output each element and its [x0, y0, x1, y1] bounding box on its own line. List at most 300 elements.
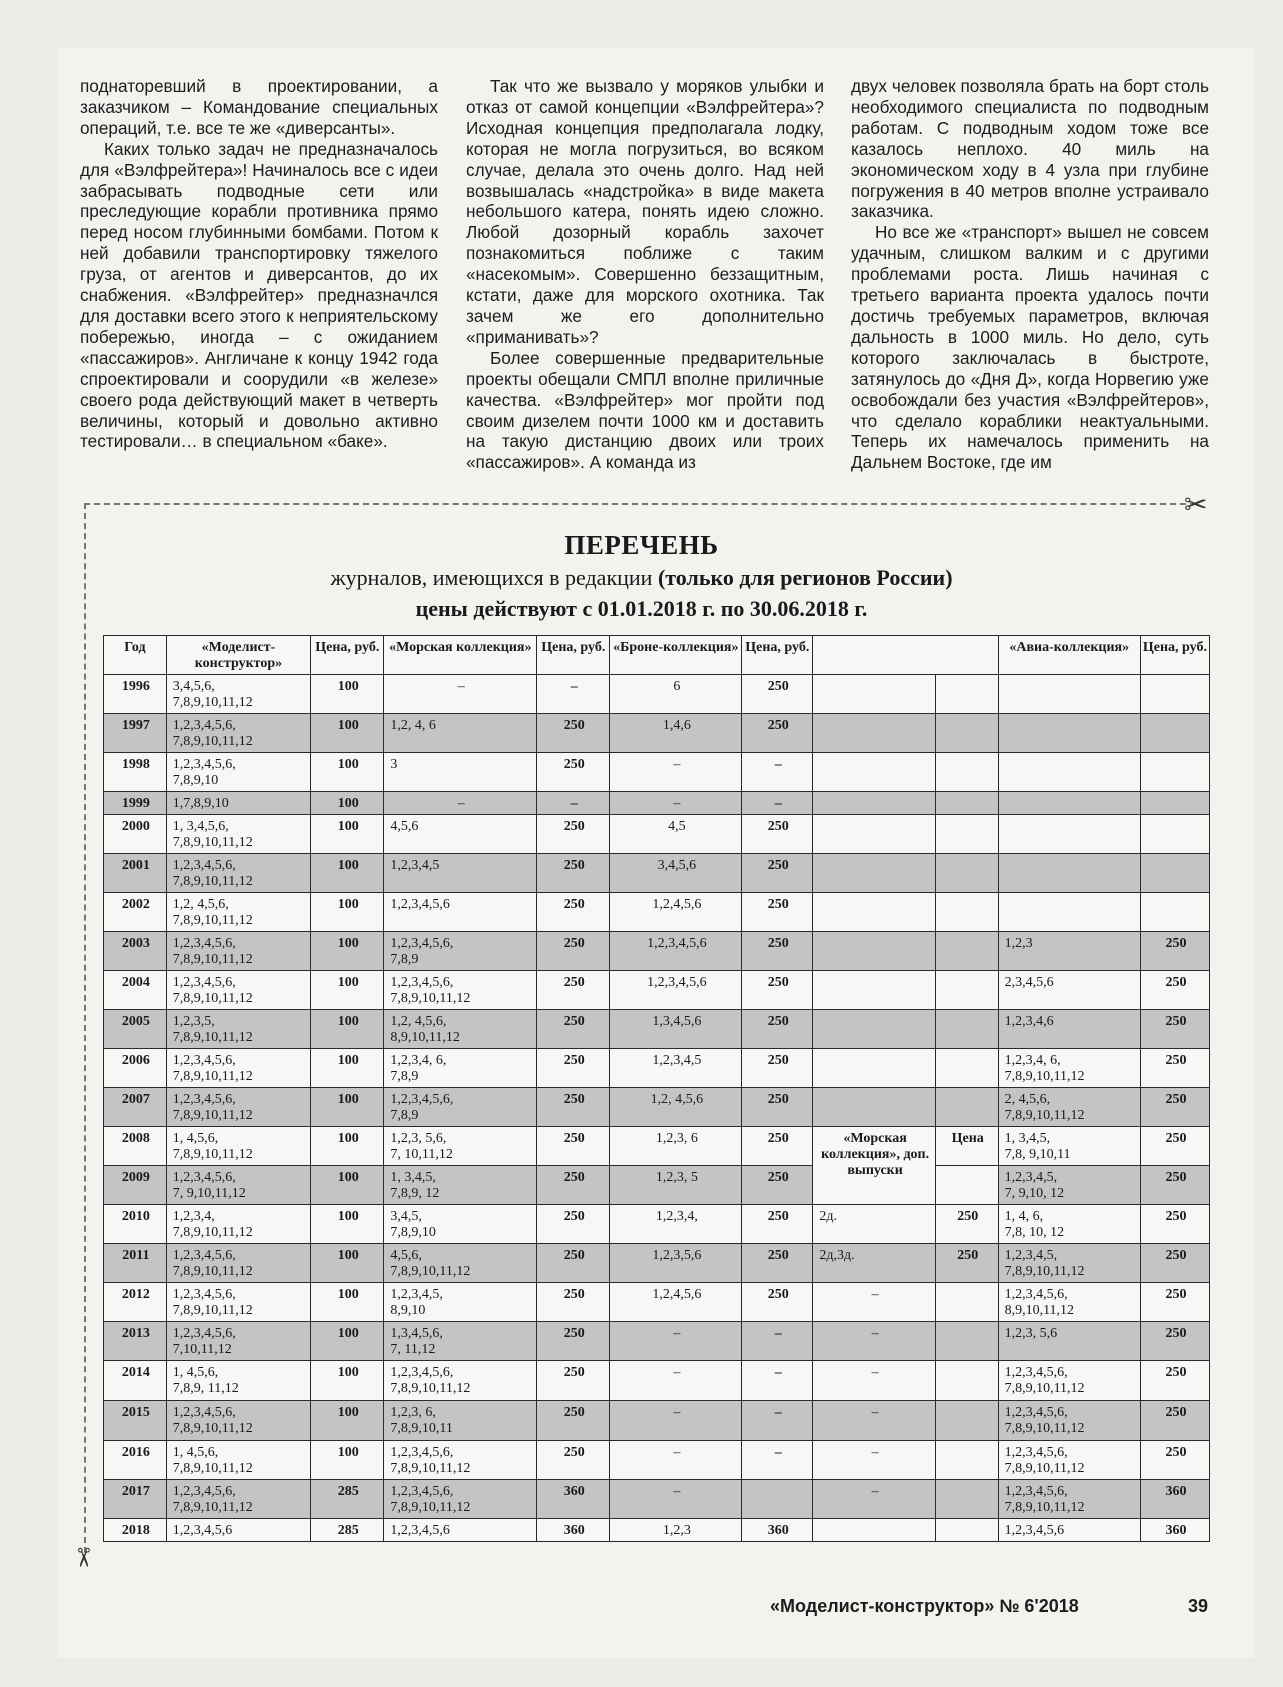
cell-mor-issues: 3: [384, 753, 537, 792]
cell-mk-issues: 1,2,3,4,5,6: [166, 1519, 310, 1542]
cell-mk-issues: 1,2,3,4,5,6, 7,8,9,10,11,12: [166, 971, 310, 1010]
cell-blank: [935, 1166, 998, 1205]
cell-mk-issues: 1,2,3,4,5,6, 7,8,9,10,11,12: [166, 1283, 310, 1322]
cell-avia-issues: 1,2,3,4,5,6, 7,8,9,10,11,12: [998, 1401, 1140, 1441]
cell-mk-price: 100: [311, 1166, 384, 1205]
cell-mor-issues: 1,2,3, 6, 7,8,9,10,11: [384, 1401, 537, 1441]
cell-avia-issues: [998, 893, 1140, 932]
cell-extra-issues: [813, 971, 935, 1010]
cell-mor-issues: 1,2,3,4,5,6, 7,8,9,10,11,12: [384, 1480, 537, 1519]
paragraph: Каких только задач не предназначалось для «Вэлфрейтера»! Начиналось все с идеи забрасывать подводные сети или преследующие корабли противника прямо перед носом глубинными бомбами. Потом к ней добавили транспортировку тяжелого груза, от агентов и диверсантов, до их снабжения. «Вэлфрейтер» предназначлся для доставки всего этого к неприятельскому побережью, иногда – с ожиданием «пассажиров». Англичане к концу 1942 года спроектировали и соорудили «в железе» своего рода действующий макет в четверть величины, который и довольно активно тестировали… в специальном «баке».: [80, 138, 438, 452]
paragraph: Более совершенные предварительные проекты обещали СМПЛ вполне приличные качества. «Вэлфрейтер» мог пройти под своим дизелем почти 1000 км и доставить на такую дистанцию двоих или троих «пассажиров». А команда из: [466, 347, 824, 473]
table-row: [104, 932, 1210, 971]
cell-mor-price: 250: [537, 1244, 610, 1283]
cell-avia-price: 250: [1140, 1088, 1209, 1127]
cell-extra-price: [935, 1519, 998, 1542]
cell-mk-issues: 1,2,3,4,5,6, 7,8,9,10,11,12: [166, 1088, 310, 1127]
cell-mor-price: 250: [537, 1283, 610, 1322]
table-row: [104, 1205, 1210, 1244]
table-row: [104, 815, 1210, 854]
cell-bron-price: 250: [742, 1127, 813, 1166]
cell-bron-issues: 1,2,3,4,5,6: [610, 971, 742, 1010]
table-row: [104, 753, 1210, 792]
cell-avia-price: 250: [1140, 932, 1209, 971]
cell-avia-price: 250: [1140, 1441, 1209, 1480]
cell-mk-issues: 1,2,3,4,5,6, 7, 9,10,11,12: [166, 1166, 310, 1205]
cell-bron-issues: 1,2,3: [610, 1519, 742, 1542]
cell-year: 1999: [104, 792, 167, 815]
cell-mk-price: 100: [311, 1322, 384, 1361]
cell-bron-issues: 1,2,3,4,: [610, 1205, 742, 1244]
cell-avia-price: [1140, 854, 1209, 893]
cell-avia-price: [1140, 815, 1209, 854]
cell-mk-price: 100: [311, 1441, 384, 1480]
cell-extra-issues: –: [813, 1283, 935, 1322]
cell-mor-price: 360: [537, 1519, 610, 1542]
cell-avia-issues: 1,2,3,4, 6, 7,8,9,10,11,12: [998, 1049, 1140, 1088]
cell-extra-issues: [813, 714, 935, 753]
catalog-table: [103, 635, 1210, 1542]
cell-extra-issues: [813, 1010, 935, 1049]
article-column-2: [466, 76, 824, 473]
cell-bron-issues: 1,2,3,5,6: [610, 1244, 742, 1283]
catalog-table-body: [104, 675, 1210, 1542]
cell-avia-price: 250: [1140, 971, 1209, 1010]
cell-year: 2016: [104, 1441, 167, 1480]
cell-mor-issues: 1,2,3,4,5,6: [384, 893, 537, 932]
catalog-title: ПЕРЕЧЕНЬ: [564, 530, 719, 560]
cell-extra-price: [935, 792, 998, 815]
cell-bron-price: 250: [742, 971, 813, 1010]
cell-mor-issues: 1,2,3,4,5,6, 7,8,9,10,11,12: [384, 1361, 537, 1401]
cell-extra-issues: [813, 1088, 935, 1127]
cell-extra-issues: [813, 854, 935, 893]
cell-bron-issues: 3,4,5,6: [610, 854, 742, 893]
cell-mk-issues: 1,2,3,4,5,6, 7,10,11,12: [166, 1322, 310, 1361]
cell-bron-price: 250: [742, 1088, 813, 1127]
cell-extra-issues: [813, 792, 935, 815]
cell-mk-issues: 1,2,3,4,5,6, 7,8,9,10,11,12: [166, 1049, 310, 1088]
paragraph: Но все же «транспорт» вышел не совсем удачным, слишком валким и с другими проблемами роста. Лишь начиная с третьего варианта проекта удалось почти достичь требуемых параметров, включая дальность в 1000 миль. Но дело, суть которого заключалась в быстроте, затянулось до «Дня Д», когда Норвегию уже освобождали без участия «Вэлфрейтеров», что сделало кораблики неактуальными. Теперь их намечалось применить на Дальнем Востоке, где им: [851, 222, 1209, 473]
cell-bron-price: 250: [742, 815, 813, 854]
cell-avia-price: [1140, 714, 1209, 753]
cell-mk-issues: 1,2,3,4,5,6, 7,8,9,10,11,12: [166, 1401, 310, 1441]
table-row: [104, 1166, 1210, 1205]
cell-year: 2010: [104, 1205, 167, 1244]
cell-mk-price: 100: [311, 792, 384, 815]
cell-extra-price: [935, 1010, 998, 1049]
cell-bron-issues: –: [610, 1361, 742, 1401]
table-row: [104, 792, 1210, 815]
cell-avia-issues: [998, 675, 1140, 714]
cell-bron-price: 250: [742, 1166, 813, 1205]
cell-avia-price: [1140, 792, 1209, 815]
cell-year: 2014: [104, 1361, 167, 1401]
cell-bron-price: 250: [742, 1205, 813, 1244]
cell-avia-price: 250: [1140, 1205, 1209, 1244]
cell-avia-issues: [998, 792, 1140, 815]
cell-bron-issues: 1,2,3, 6: [610, 1127, 742, 1166]
cell-mor-price: 250: [537, 753, 610, 792]
cell-mor-price: 250: [537, 1127, 610, 1166]
cell-avia-issues: [998, 854, 1140, 893]
cell-mk-price: 100: [311, 1010, 384, 1049]
cell-bron-issues: 1,4,6: [610, 714, 742, 753]
cell-mk-issues: 1,2,3,4,5,6, 7,8,9,10,11,12: [166, 1480, 310, 1519]
cell-mor-issues: 1,2,3, 5,6, 7, 10,11,12: [384, 1127, 537, 1166]
cell-bron-price: –: [742, 792, 813, 815]
cell-mor-issues: 1,2,3,4,5,6, 7,8,9,10,11,12: [384, 971, 537, 1010]
cell-bron-price: –: [742, 1441, 813, 1480]
cell-mk-issues: 1,2,3,4,5,6, 7,8,9,10,11,12: [166, 1244, 310, 1283]
cell-avia-issues: 1, 3,4,5, 7,8, 9,10,11: [998, 1127, 1140, 1166]
article-column-3: [851, 76, 1209, 473]
paragraph: поднаторевший в проектировании, а заказчиком – Командование специальных операций, т.е. все те же «диверсанты».: [80, 76, 438, 138]
cell-bron-issues: 1,2,4,5,6: [610, 1283, 742, 1322]
cell-bron-issues: 1,3,4,5,6: [610, 1010, 742, 1049]
cell-mor-price: 250: [537, 854, 610, 893]
cell-bron-price: 250: [742, 675, 813, 714]
cell-mor-price: 250: [537, 1401, 610, 1441]
cell-bron-price: –: [742, 1322, 813, 1361]
cell-extra-issues: 2д.: [813, 1205, 935, 1244]
cell-bron-price: 250: [742, 1244, 813, 1283]
cell-bron-price: 250: [742, 1049, 813, 1088]
cell-mor-price: 250: [537, 1010, 610, 1049]
cell-extra-price: [935, 714, 998, 753]
cell-avia-issues: 1, 4, 6, 7,8, 10, 12: [998, 1205, 1140, 1244]
header-price-avia: Цена, руб.: [1140, 636, 1209, 675]
catalog-subtitle: [0, 565, 1283, 591]
cell-mor-price: –: [537, 792, 610, 815]
cell-mk-issues: 1,2,3,4,5,6, 7,8,9,10,11,12: [166, 714, 310, 753]
cell-avia-issues: 1,2,3,4,5,6, 7,8,9,10,11,12: [998, 1480, 1140, 1519]
table-header-row: [104, 636, 1210, 675]
cell-avia-price: 250: [1140, 1244, 1209, 1283]
cell-year: 2002: [104, 893, 167, 932]
cell-mor-price: 250: [537, 1166, 610, 1205]
header-avia: «Авиа-коллекция»: [998, 636, 1140, 675]
cell-mk-issues: 1, 4,5,6, 7,8,9, 11,12: [166, 1361, 310, 1401]
cell-extra-price: [935, 1480, 998, 1519]
cell-mk-price: 100: [311, 1127, 384, 1166]
cell-mk-issues: 1,2,3,4,5,6, 7,8,9,10,11,12: [166, 932, 310, 971]
cell-avia-price: 250: [1140, 1010, 1209, 1049]
table-row: [104, 1361, 1210, 1401]
cell-mk-issues: 3,4,5,6, 7,8,9,10,11,12: [166, 675, 310, 714]
cell-bron-issues: 1,2, 4,5,6: [610, 1088, 742, 1127]
cell-mor-price: 250: [537, 1049, 610, 1088]
cell-bron-price: 360: [742, 1519, 813, 1542]
cell-avia-price: 250: [1140, 1166, 1209, 1205]
cell-bron-issues: –: [610, 1480, 742, 1519]
cell-mk-price: 100: [311, 1244, 384, 1283]
cell-mor-issues: 1,2,3,4,5,6: [384, 1519, 537, 1542]
header-price-mor: Цена, руб.: [537, 636, 610, 675]
footer-magazine: «Моделист-конструктор» № 6'2018: [770, 1596, 1079, 1616]
cell-mk-issues: 1,2, 4,5,6, 7,8,9,10,11,12: [166, 893, 310, 932]
cell-avia-price: [1140, 753, 1209, 792]
cell-mk-price: 100: [311, 932, 384, 971]
header-blank: [813, 636, 998, 675]
cell-extra-price: [935, 1283, 998, 1322]
cell-mk-price: 100: [311, 1088, 384, 1127]
cell-year: 2003: [104, 932, 167, 971]
cell-avia-issues: 1,2,3,4,6: [998, 1010, 1140, 1049]
cell-mor-issues: 1,2,3,4, 6, 7,8,9: [384, 1049, 537, 1088]
header-year: Год: [104, 636, 167, 675]
cell-extra-price: [935, 1361, 998, 1401]
cut-line-vertical: [84, 503, 86, 1553]
cell-year: 2006: [104, 1049, 167, 1088]
cell-avia-issues: 1,2,3,4,5,6, 8,9,10,11,12: [998, 1283, 1140, 1322]
cell-mk-price: 100: [311, 1401, 384, 1441]
cell-extra-price: [935, 1322, 998, 1361]
table-row: [104, 1401, 1210, 1441]
cell-mor-price: 250: [537, 1088, 610, 1127]
cell-bron-issues: 1,2,3,4,5: [610, 1049, 742, 1088]
cell-mor-issues: 1,2,3,4,5,6, 7,8,9: [384, 932, 537, 971]
cell-mor-issues: 4,5,6, 7,8,9,10,11,12: [384, 1244, 537, 1283]
cell-avia-price: 250: [1140, 1401, 1209, 1441]
table-row: [104, 1519, 1210, 1542]
cell-bron-price: 250: [742, 1283, 813, 1322]
header-price-bron: Цена, руб.: [742, 636, 813, 675]
cell-extra-price: [935, 753, 998, 792]
cell-avia-issues: [998, 714, 1140, 753]
cell-extra-issues: –: [813, 1441, 935, 1480]
cell-avia-issues: 1,2,3,4,5, 7,8,9,10,11,12: [998, 1244, 1140, 1283]
cell-extra-issues: [813, 1519, 935, 1542]
cell-mk-price: 100: [311, 893, 384, 932]
cell-mor-price: 250: [537, 1205, 610, 1244]
cell-bron-price: 250: [742, 714, 813, 753]
table-row: [104, 1088, 1210, 1127]
cell-mk-price: 100: [311, 815, 384, 854]
cell-extra-price: 250: [935, 1244, 998, 1283]
article-column-1: [80, 76, 438, 452]
cell-extra-price: [935, 1401, 998, 1441]
cell-extra-price: [935, 1441, 998, 1480]
cell-mor-issues: 1,2,3,4,5: [384, 854, 537, 893]
scissors-icon: ✂: [1184, 489, 1208, 520]
cell-bron-issues: 6: [610, 675, 742, 714]
table-row: [104, 854, 1210, 893]
cell-year: 2009: [104, 1166, 167, 1205]
table-row: [104, 1283, 1210, 1322]
cell-extra-price: 250: [935, 1205, 998, 1244]
cell-mor-issues: 3,4,5, 7,8,9,10: [384, 1205, 537, 1244]
cell-bron-issues: –: [610, 753, 742, 792]
cell-mor-price: 360: [537, 1480, 610, 1519]
table-row: [104, 1441, 1210, 1480]
cell-mor-price: 250: [537, 971, 610, 1010]
paragraph: двух человек позволяла брать на борт столь необходимого специалиста по подводным работам. С подводным ходом тоже все казалось неплохо. 40 миль на экономическом ходу в 4 узла при глубине погружения в 40 метров вполне устраивало заказчика.: [851, 76, 1209, 222]
cell-year: 2018: [104, 1519, 167, 1542]
cell-mor-issues: –: [384, 792, 537, 815]
cell-year: 2013: [104, 1322, 167, 1361]
cell-mk-price: 100: [311, 753, 384, 792]
cell-mor-issues: 1,2, 4,5,6, 8,9,10,11,12: [384, 1010, 537, 1049]
cell-extra-issues: [813, 932, 935, 971]
cell-mor-issues: –: [384, 675, 537, 714]
cell-mor-issues: 1,2,3,4,5, 8,9,10: [384, 1283, 537, 1322]
cell-bron-price: –: [742, 1361, 813, 1401]
table-row: [104, 971, 1210, 1010]
table-row: [104, 1322, 1210, 1361]
table-row: [104, 1480, 1210, 1519]
cell-avia-issues: 2, 4,5,6, 7,8,9,10,11,12: [998, 1088, 1140, 1127]
page-number: 39: [1188, 1596, 1209, 1616]
cell-avia-price: 250: [1140, 1322, 1209, 1361]
scissors-icon: ✂: [68, 1546, 99, 1569]
cell-mor-price: 250: [537, 893, 610, 932]
cell-mk-price: 100: [311, 1361, 384, 1401]
cell-extra-issues: –: [813, 1322, 935, 1361]
cell-mor-price: –: [537, 675, 610, 714]
cell-mk-price: 100: [311, 1283, 384, 1322]
cell-bron-issues: –: [610, 1322, 742, 1361]
header-price-mk: Цена, руб.: [311, 636, 384, 675]
catalog-subtitle-plain: журналов, имеющихся в редакции: [330, 565, 653, 590]
cell-mk-issues: 1,2,3,4, 7,8,9,10,11,12: [166, 1205, 310, 1244]
cell-avia-issues: 1,2,3: [998, 932, 1140, 971]
cell-mk-issues: 1,7,8,9,10: [166, 792, 310, 815]
cell-extra-issues: –: [813, 1361, 935, 1401]
cell-bron-issues: 1,2,3, 5: [610, 1166, 742, 1205]
cell-year: 1997: [104, 714, 167, 753]
cell-extra-price: [935, 675, 998, 714]
cell-year: 2007: [104, 1088, 167, 1127]
cell-mor-price: 250: [537, 1361, 610, 1401]
cell-extra-price: [935, 1049, 998, 1088]
cell-bron-price: 250: [742, 893, 813, 932]
cell-extra-issues: [813, 753, 935, 792]
cell-mk-price: 100: [311, 714, 384, 753]
cell-mor-issues: 1,2,3,4,5,6, 7,8,9,10,11,12: [384, 1441, 537, 1480]
cell-bron-price: –: [742, 1401, 813, 1441]
cell-extra-issues: 2д,3д.: [813, 1244, 935, 1283]
cell-extra-price: [935, 971, 998, 1010]
catalog-validity: цены действуют с 01.01.2018 г. по 30.06.2018 г.: [415, 596, 868, 621]
cell-extra-price: [935, 854, 998, 893]
cell-year: 2017: [104, 1480, 167, 1519]
cell-extra-price: [935, 815, 998, 854]
cell-mk-issues: 1,2,3,4,5,6, 7,8,9,10,11,12: [166, 854, 310, 893]
cell-mk-price: 100: [311, 854, 384, 893]
paragraph: Так что же вызвало у моряков улыбки и отказ от самой концепции «Вэлфрейтера»? Исходная концепция предполагала лодку, которая не могла погрузиться, во всяком случае, делала это очень долго. Над ней возвышалась «надстройка» в виде макета небольшого катера, понять идею сложно. Любой дозорный корабль захочет познакомиться поближе с таким «насекомым». Совершенно беззащитным, кстати, даже для морского охотника. Так зачем же его дополнительно «приманивать»?: [466, 76, 824, 347]
cell-extra-price: [935, 1088, 998, 1127]
cell-mor-price: 250: [537, 714, 610, 753]
header-bron: «Броне-коллекция»: [610, 636, 742, 675]
cell-bron-price: 250: [742, 932, 813, 971]
cell-avia-price: 250: [1140, 1127, 1209, 1166]
cell-bron-issues: –: [610, 792, 742, 815]
cell-mor-price: 250: [537, 1441, 610, 1480]
cut-line-horizontal: [84, 503, 1196, 505]
table-row: [104, 893, 1210, 932]
cell-extra-issues: [813, 675, 935, 714]
cell-mk-issues: 1, 4,5,6, 7,8,9,10,11,12: [166, 1127, 310, 1166]
cell-bron-price: [742, 1480, 813, 1519]
cell-mk-price: 285: [311, 1519, 384, 1542]
cell-mor-issues: 4,5,6: [384, 815, 537, 854]
cell-bron-issues: –: [610, 1401, 742, 1441]
cell-avia-price: 250: [1140, 1049, 1209, 1088]
cell-avia-issues: [998, 753, 1140, 792]
cell-avia-price: 250: [1140, 1361, 1209, 1401]
cell-mor-issues: 1, 3,4,5, 7,8,9, 12: [384, 1166, 537, 1205]
cell-avia-price: [1140, 675, 1209, 714]
cell-mk-price: 285: [311, 1480, 384, 1519]
cell-avia-issues: 2,3,4,5,6: [998, 971, 1140, 1010]
cell-bron-price: 250: [742, 854, 813, 893]
catalog-subtitle-bold: (только для регионов России): [657, 565, 953, 590]
cell-avia-issues: 1,2,3,4,5,6, 7,8,9,10,11,12: [998, 1361, 1140, 1401]
cell-avia-price: 360: [1140, 1480, 1209, 1519]
cell-extra-price: [935, 932, 998, 971]
cell-year: 1996: [104, 675, 167, 714]
cell-mor-price: 250: [537, 1322, 610, 1361]
cell-extra-issues: [813, 893, 935, 932]
cell-avia-price: 250: [1140, 1283, 1209, 1322]
extra-header-price: Цена: [935, 1127, 998, 1166]
table-row: [104, 1049, 1210, 1088]
cell-extra-issues: [813, 1049, 935, 1088]
cell-avia-price: [1140, 893, 1209, 932]
cell-year: 2005: [104, 1010, 167, 1049]
cell-avia-issues: 1,2,3, 5,6: [998, 1322, 1140, 1361]
table-row: [104, 1127, 1210, 1166]
cell-mk-issues: 1, 3,4,5,6, 7,8,9,10,11,12: [166, 815, 310, 854]
cell-extra-issues: –: [813, 1480, 935, 1519]
cell-mk-price: 100: [311, 675, 384, 714]
cell-mk-price: 100: [311, 1205, 384, 1244]
cell-avia-issues: [998, 815, 1140, 854]
cell-mk-issues: 1,2,3,5, 7,8,9,10,11,12: [166, 1010, 310, 1049]
cell-mk-price: 100: [311, 971, 384, 1010]
cell-year: 2004: [104, 971, 167, 1010]
table-row: [104, 675, 1210, 714]
table-row: [104, 1010, 1210, 1049]
cell-mor-issues: 1,2, 4, 6: [384, 714, 537, 753]
header-mk: «Моделист-конструктор»: [166, 636, 310, 675]
cell-year: 2011: [104, 1244, 167, 1283]
cell-mor-price: 250: [537, 932, 610, 971]
cell-extra-issues: [813, 815, 935, 854]
cell-extra-price: [935, 893, 998, 932]
cell-bron-issues: –: [610, 1441, 742, 1480]
cell-bron-issues: 1,2,3,4,5,6: [610, 932, 742, 971]
cell-mor-price: 250: [537, 815, 610, 854]
cell-avia-price: 360: [1140, 1519, 1209, 1542]
cell-avia-issues: 1,2,3,4,5,6, 7,8,9,10,11,12: [998, 1441, 1140, 1480]
cell-year: 2012: [104, 1283, 167, 1322]
cell-avia-issues: 1,2,3,4,5,6: [998, 1519, 1140, 1542]
cell-year: 2001: [104, 854, 167, 893]
cell-year: 1998: [104, 753, 167, 792]
cell-mor-issues: 1,2,3,4,5,6, 7,8,9: [384, 1088, 537, 1127]
cell-mk-issues: 1, 4,5,6, 7,8,9,10,11,12: [166, 1441, 310, 1480]
cell-bron-price: –: [742, 753, 813, 792]
cell-bron-issues: 1,2,4,5,6: [610, 893, 742, 932]
table-row: [104, 1244, 1210, 1283]
cell-year: 2000: [104, 815, 167, 854]
cell-year: 2008: [104, 1127, 167, 1166]
cell-bron-price: 250: [742, 1010, 813, 1049]
cell-bron-issues: 4,5: [610, 815, 742, 854]
header-mor: «Морская коллекция»: [384, 636, 537, 675]
